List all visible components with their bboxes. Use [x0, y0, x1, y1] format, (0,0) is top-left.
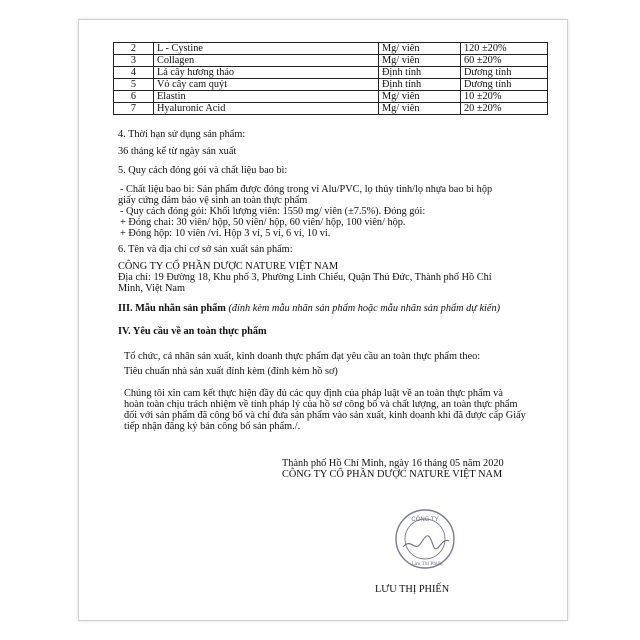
stamp-inner-ring	[405, 519, 445, 559]
row-number-cell: 4	[114, 67, 154, 79]
commitment-line1: Chúng tôi xin cam kết thực hiện đầy đủ các quy định của pháp luật về an toàn thực phẩm và	[124, 388, 503, 399]
company-stamp	[393, 507, 457, 571]
ingredient-name-cell: Lá cây hương thảo	[154, 67, 379, 79]
table-row	[114, 91, 548, 103]
part4-heading: IV. Yêu cầu về an toàn thực phẩm	[118, 326, 267, 337]
section4-heading: 4. Thời hạn sử dụng sản phẩm:	[118, 129, 246, 140]
ingredient-name-cell: Vỏ cây cam quýt	[154, 79, 379, 91]
value-cell: 120 ±20%	[461, 43, 548, 55]
manufacturer-address-line1: Địa chỉ: 19 Đường 18, Khu phố 3, Phường Linh Chiểu, Quận Thủ Đức, Thành phố Hồ Chí	[118, 272, 492, 283]
ingredient-name-cell: Elastin	[154, 91, 379, 103]
packing-spec-line1: - Quy cách đóng gói: Khối lượng viên: 1550 mg/ viên (±7.5%). Đóng gói:	[120, 206, 426, 217]
place-date: Thành phố Hồ Chí Minh, ngày 16 tháng 05 năm 2020	[282, 458, 504, 469]
unit-cell: Mg/ viên	[379, 43, 461, 55]
table-row	[114, 55, 548, 67]
row-number-cell: 5	[114, 79, 154, 91]
table-row	[114, 103, 548, 115]
ingredient-name-cell: L - Cystine	[154, 43, 379, 55]
part4-line2: Tiêu chuẩn nhà sản xuất đính kèm (đính kèm hồ sơ)	[124, 366, 338, 377]
unit-cell: Mg/ viên	[379, 55, 461, 67]
section6-heading: 6. Tên và địa chỉ cơ sở sản xuất sản phẩm:	[118, 244, 293, 255]
table-row	[114, 43, 548, 55]
stamp-top-text: CÔNG TY	[411, 517, 439, 523]
row-number-cell: 3	[114, 55, 154, 67]
section4-text: 36 tháng kể từ ngày sản xuất	[118, 146, 237, 157]
ingredients-table	[113, 42, 548, 115]
signer-name: LƯU THỊ PHIẾN	[375, 584, 450, 595]
packaging-material-line1: - Chất liệu bao bì: Sản phẩm được đóng trong vỉ Alu/PVC, lọ thủy tinh/lọ nhựa bao bì hộp	[120, 184, 493, 195]
value-cell: Dương tính	[461, 79, 548, 91]
part3-note: (đính kèm mẫu nhãn sản phẩm hoặc mẫu nhãn sản phẩm dự kiến)	[228, 303, 501, 314]
value-cell: 10 ±20%	[461, 91, 548, 103]
ingredient-name-cell: Collagen	[154, 55, 379, 67]
value-cell: 20 ±20%	[461, 103, 548, 115]
section5-heading: 5. Quy cách đóng gói và chất liệu bao bì:	[118, 165, 288, 176]
row-number-cell: 6	[114, 91, 154, 103]
packing-spec-line2: + Đóng chai: 30 viên/ hộp, 50 viên/ hộp, 60 viên/ hộp, 100 viên/ hộp.	[120, 217, 406, 228]
commitment-line3: đối với sản phẩm đã công bố và chỉ đưa sản phẩm vào sản xuất, kinh doanh khi đã được cấp Giấy	[124, 410, 526, 421]
signing-company: CÔNG TY CỔ PHẦN DƯỢC NATURE VIỆT NAM	[282, 469, 503, 480]
commitment-line4: tiếp nhận đăng ký bản công bố sản phẩm./.	[124, 421, 301, 432]
part3-heading: III. Mẫu nhãn sản phẩm	[118, 303, 226, 314]
packing-spec-line3: + Đóng hộp: 10 viên /vỉ. Hộp 3 vỉ, 5 vỉ, 6 vỉ, 10 vỉ.	[120, 228, 331, 239]
table-row	[114, 67, 548, 79]
row-number-cell: 2	[114, 43, 154, 55]
commitment-line2: hoàn toàn chịu trách nhiệm về tính pháp lý của hồ sơ công bố và chất lượng, an toàn thực phẩm	[124, 399, 518, 410]
part3-line	[118, 303, 500, 315]
unit-cell: Định tính	[379, 67, 461, 79]
value-cell: 60 ±20%	[461, 55, 548, 67]
signature-scribble	[403, 536, 449, 549]
unit-cell: Mg/ viên	[379, 103, 461, 115]
value-cell: Dương tính	[461, 67, 548, 79]
manufacturer-name: CÔNG TY CỔ PHẦN DƯỢC NATURE VIỆT NAM	[118, 261, 339, 272]
stamp-name-label: Lưu Thị Phiến	[411, 561, 443, 567]
packaging-material-line2: giấy cứng đảm bảo vệ sinh an toàn thực phẩm	[118, 195, 308, 206]
manufacturer-address-line2: Minh, Việt Nam	[118, 283, 185, 294]
ingredient-name-cell: Hyaluronic Acid	[154, 103, 379, 115]
part4-line1: Tổ chức, cá nhân sản xuất, kinh doanh thực phẩm đạt yêu cầu an toàn thực phẩm theo:	[124, 351, 481, 362]
row-number-cell: 7	[114, 103, 154, 115]
unit-cell: Định tính	[379, 79, 461, 91]
table-row	[114, 79, 548, 91]
unit-cell: Mg/ viên	[379, 91, 461, 103]
